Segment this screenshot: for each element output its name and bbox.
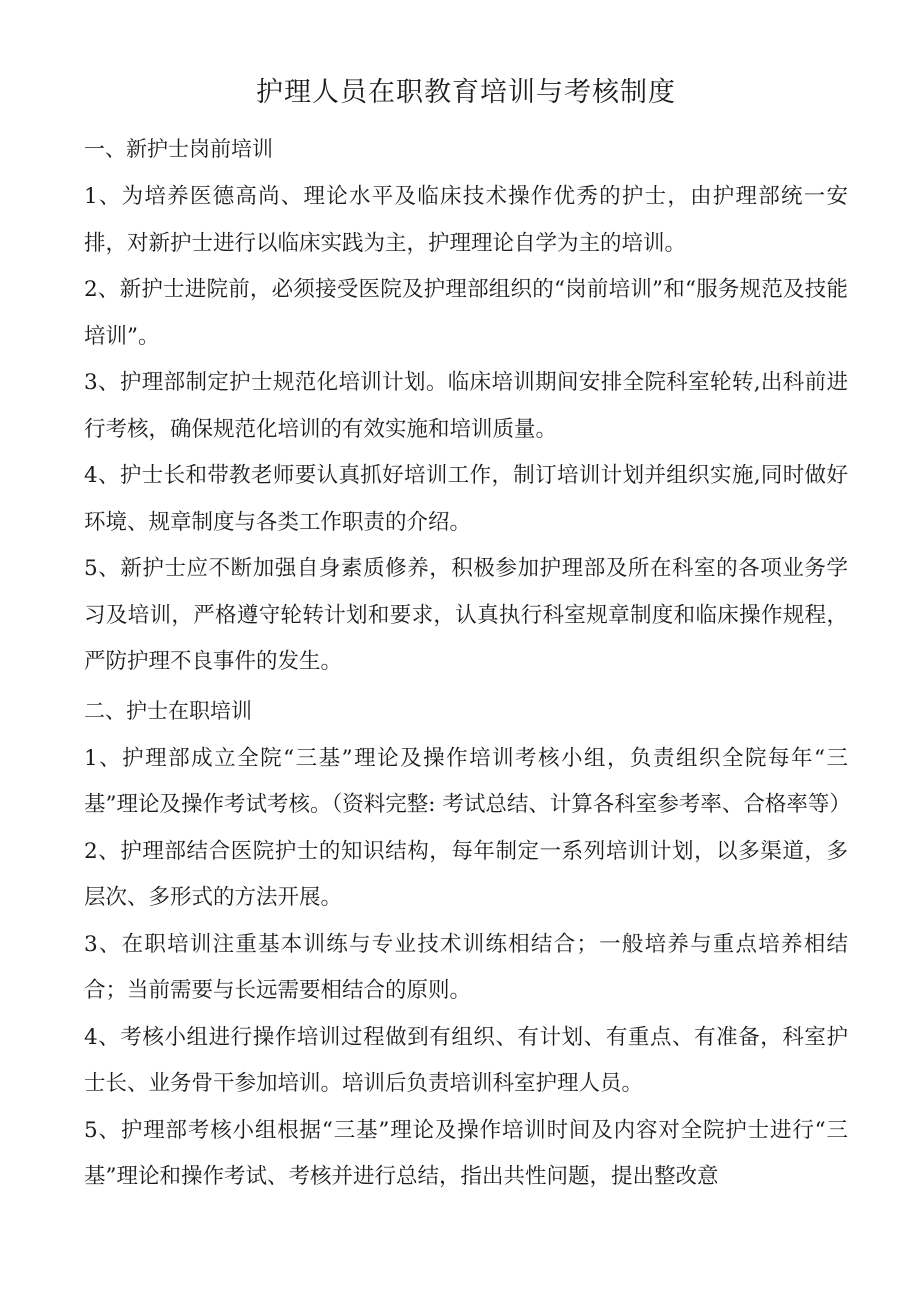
paragraph: 2、新护士进院前，必须接受医院及护理部组织的“岗前培训”和“服务规范及技能培训”。 xyxy=(84,277,848,349)
paragraph: 4、考核小组进行操作培训过程做到有组织、有计划、有重点、有准备，科室护士长、业务骨干参加培训。培训后负责培训科室护理人员。 xyxy=(84,1024,848,1096)
section-heading: 二、护士在职培训 xyxy=(84,698,252,723)
paragraph: 2、护理部结合医院护士的知识结构，每年制定一系列培训计划，以多渠道，多层次、多形式的方法开展。 xyxy=(84,838,848,910)
paragraph: 4、护士长和带教老师要认真抓好培训工作，制订培训计划并组织实施,同时做好环境、规章制度与各类工作职责的介绍。 xyxy=(84,463,848,535)
paragraph: 1、为培养医德高尚、理论水平及临床技术操作优秀的护士，由护理部统一安排，对新护士进行以临床实践为主，护理理论自学为主的培训。 xyxy=(84,184,848,256)
paragraph: 5、新护士应不断加强自身素质修养，积极参加护理部及所在科室的各项业务学习及培训，严格遵守轮转计划和要求，认真执行科室规章制度和临床操作规程，严防护理不良事件的发生。 xyxy=(84,556,848,674)
section-new-nurse-training xyxy=(84,124,848,686)
paragraph: 5、护理部考核小组根据“三基”理论及操作培训时间及内容对全院护士进行“三基”理论和操作考试、考核并进行总结，指出共性问题，提出整改意 xyxy=(84,1117,848,1189)
paragraph: 3、在职培训注重基本训练与专业技术训练相结合；一般培养与重点培养相结合；当前需要与长远需要相结合的原则。 xyxy=(84,931,848,1003)
paragraph: 1、护理部成立全院“三基”理论及操作培训考核小组，负责组织全院每年“三基”理论及操作考试考核。（资料完整: 考试总结、计算各科室参考率、合格率等） xyxy=(84,745,851,817)
section-heading: 一、新护士岗前培训 xyxy=(84,137,273,161)
section-in-service-training xyxy=(84,686,851,1201)
document-title: 护理人员在职教育培训与考核制度 xyxy=(256,77,676,108)
paragraph: 3、护理部制定护士规范化培训计划。临床培训期间安排全院科室轮转,出科前进行考核，确保规范化培训的有效实施和培训质量。 xyxy=(84,370,848,442)
